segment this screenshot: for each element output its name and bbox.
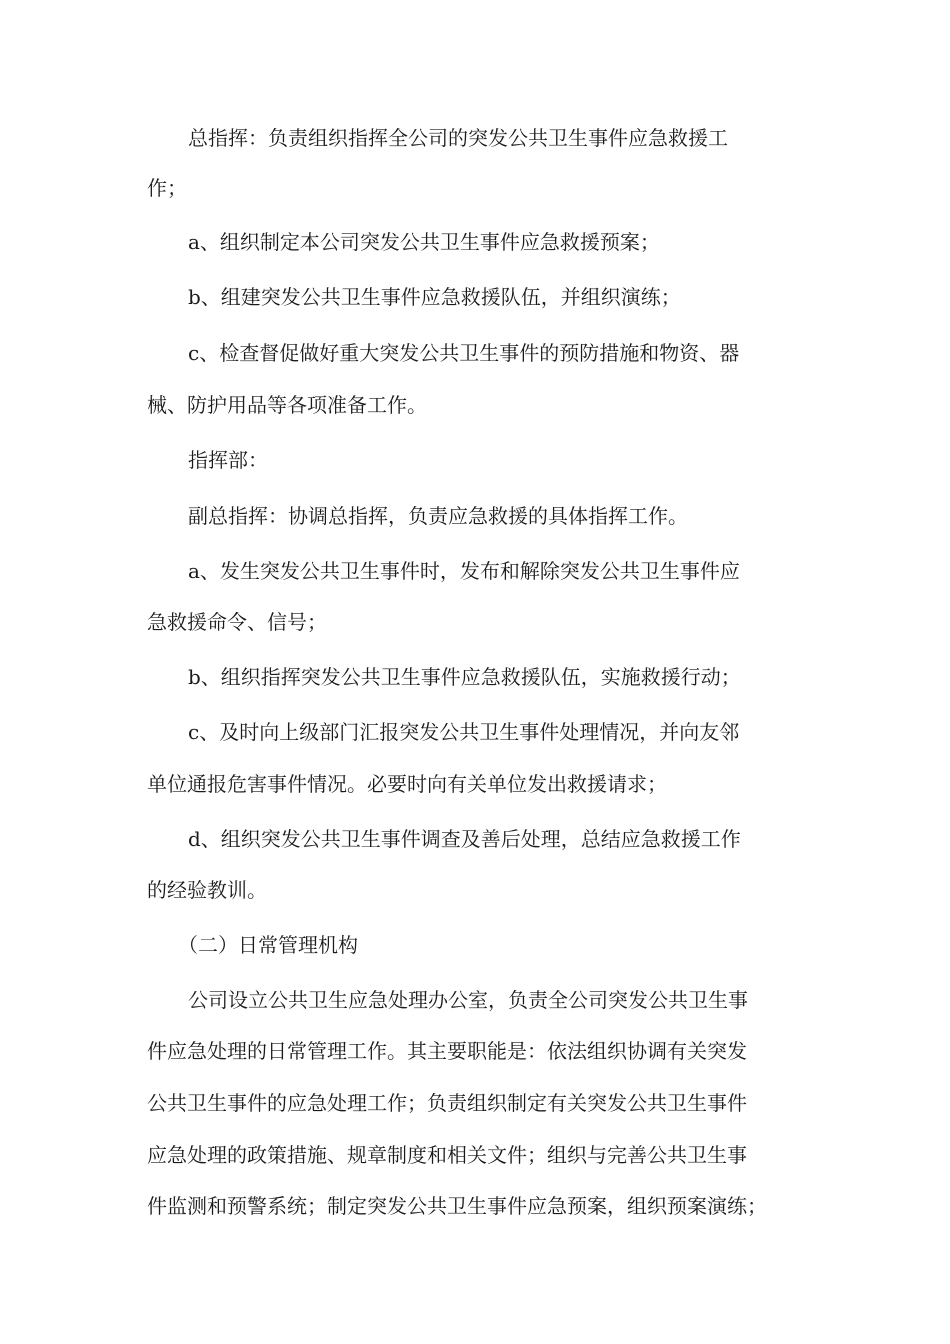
item-c-inspect: c、检查督促做好重大突发公共卫生事件的预防措施和物资、器 [188,341,740,365]
paragraph-commander-cont: 作； [147,176,187,200]
item-c-report-cont: 单位通报危害事件情况。必要时向有关单位发出救援请求； [147,772,667,796]
item-d-investigate-cont: 的经验教训。 [147,878,267,902]
heading-command-dept: 指挥部： [188,448,268,472]
item-b-team: b、组建突发公共卫生事件应急救援队伍，并组织演练； [188,285,681,309]
item-c-report: c、及时向上级部门汇报突发公共卫生事件处理情况，并向友邻 [188,720,740,744]
item-a-release-cont: 急救援命令、信号； [147,610,327,634]
item-d-investigate: d、组织突发公共卫生事件调查及善后处理，总结应急救援工作 [188,827,741,851]
paragraph-commander: 总指挥：负责组织指挥全公司的突发公共卫生事件应急救援工 [188,126,728,150]
item-b-command: b、组织指挥突发公共卫生事件应急救援队伍，实施救援行动； [188,665,741,689]
item-a-plan: a、组织制定本公司突发公共卫生事件应急救援预案； [188,230,660,254]
paragraph-office-2: 件应急处理的日常管理工作。其主要职能是：依法组织协调有关突发 [147,1039,747,1063]
paragraph-office-3: 公共卫生事件的应急处理工作；负责组织制定有关突发公共卫生事件 [147,1091,747,1115]
item-c-inspect-cont: 械、防护用品等各项准备工作。 [147,393,427,417]
paragraph-deputy: 副总指挥：协调总指挥，负责应急救援的具体指挥工作。 [188,504,688,528]
paragraph-office-5: 件监测和预警系统；制定突发公共卫生事件应急预案，组织预案演练； [147,1194,767,1218]
item-a-release: a、发生突发公共卫生事件时，发布和解除突发公共卫生事件应 [188,559,740,583]
paragraph-office-1: 公司设立公共卫生应急处理办公室，负责全公司突发公共卫生事 [188,988,748,1012]
section-heading-daily-mgmt: （二）日常管理机构 [178,933,358,957]
paragraph-office-4: 应急处理的政策措施、规章制度和相关文件；组织与完善公共卫生事 [147,1143,747,1167]
